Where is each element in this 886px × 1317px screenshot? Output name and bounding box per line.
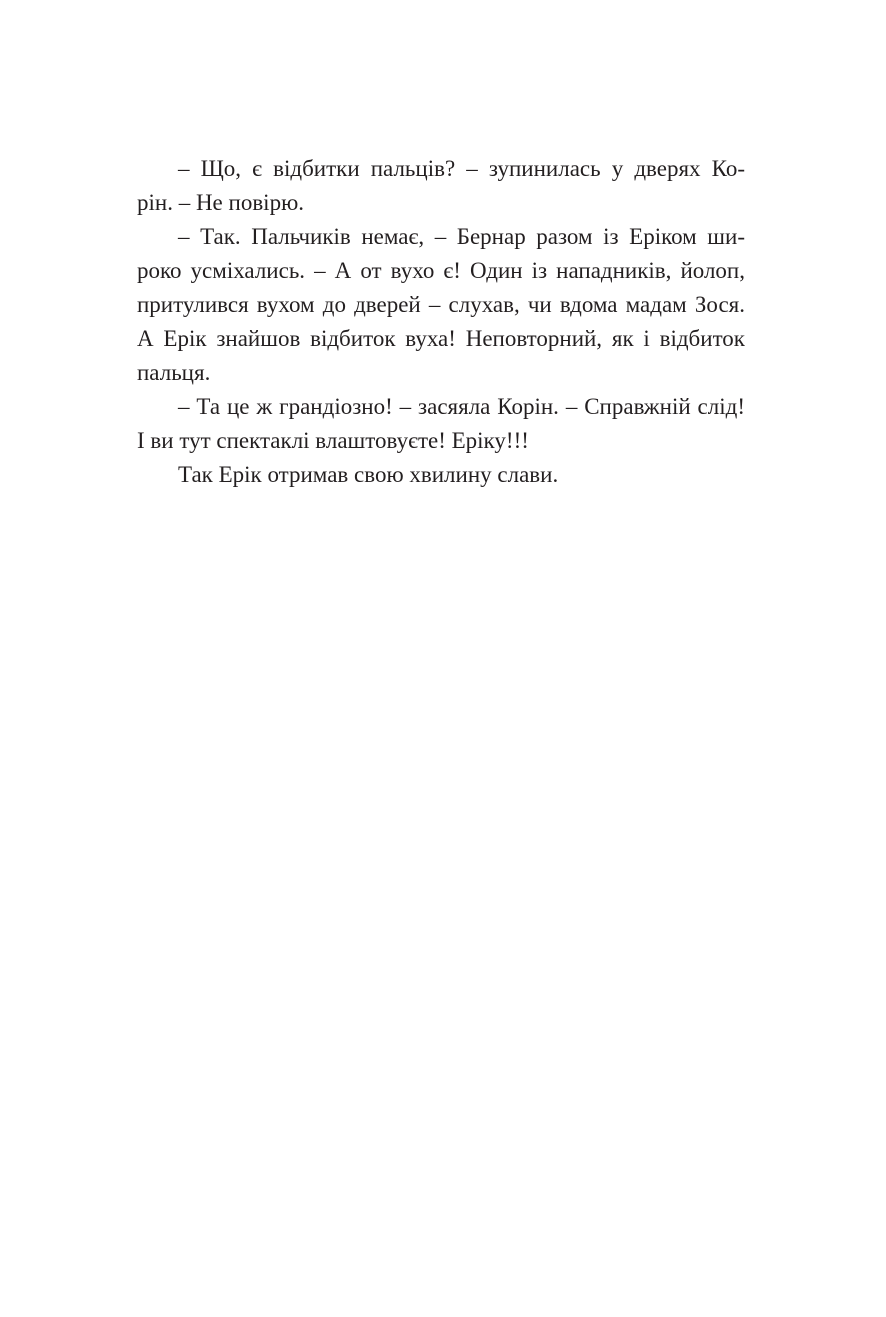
paragraph [137, 390, 745, 458]
text-line: роко усміхались. – А от вухо є! Один із нападників, йолоп, [137, 258, 745, 283]
text-line: притулився вухом до дверей – слухав, чи вдома мадам Зося. [137, 292, 745, 317]
text-line: рін. – Не повірю. [137, 190, 305, 215]
paragraph [137, 152, 745, 220]
body-text [137, 152, 745, 492]
text-line: – Що, є відбитки пальців? – зупинилась у дверях Ко- [178, 156, 745, 181]
paragraph [137, 458, 745, 492]
text-line: – Так. Пальчиків немає, – Бернар разом із Еріком ши- [178, 224, 745, 249]
text-line: пальця. [137, 360, 211, 385]
text-line: А Ерік знайшов відбиток вуха! Неповторний, як і відбиток [137, 326, 745, 351]
text-line: І ви тут спектаклі влаштовуєте! Еріку!!! [137, 428, 529, 453]
text-line: – Та це ж грандіозно! – засяяла Корін. – Справжній слід! [178, 394, 745, 419]
text-line: Так Ерік отримав свою хвилину слави. [178, 462, 559, 487]
paragraph [137, 220, 745, 390]
